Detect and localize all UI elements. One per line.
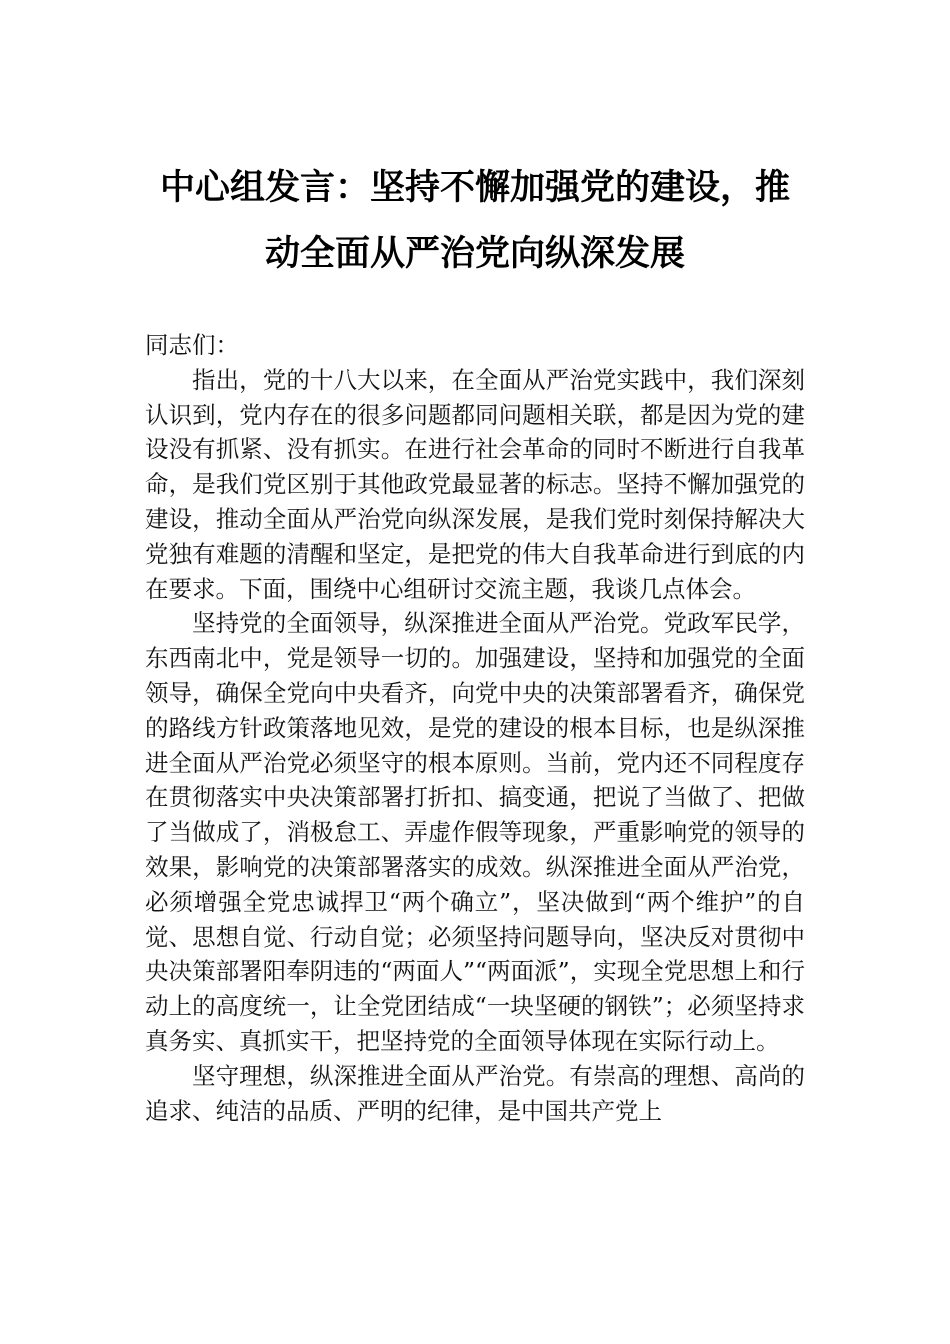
document-title [120,155,830,287]
title-line-2: 动全面从严治党向纵深发展 [264,233,685,274]
salutation: 同志们： [145,331,239,359]
document-body [145,328,805,1128]
paragraph-1: 指出，党的十八大以来，在全面从严治党实践中，我们深刻认识到，党内存在的很多问题都同问题相关联，都是因为党的建设没有抓紧、没有抓实。在进行社会革命的同时不断进行自我革命，是我们党区别于其他政党最显著的标志。坚持不懈加强党的建设，推动全面从严治党向纵深发展，是我们党时刻保持解决大党独有难题的清醒和坚定，是把党的伟大自我革命进行到底的内在要求。下面，围绕中心组研讨交流主题，我谈几点体会。 [145,365,805,603]
title-line-1: 中心组发言：坚持不懈加强党的建设，推 [159,167,790,208]
paragraph-2: 坚持党的全面领导，纵深推进全面从严治党。党政军民学，东西南北中，党是领导一切的。加强建设，坚持和加强党的全面领导，确保全党向中央看齐，向党中央的决策部署看齐，确保党的路线方针政策落地见效，是党的建设的根本目标，也是纵深推进全面从严治党必须坚守的根本原则。当前，党内还不同程度存在贯彻落实中央决策部署打折扣、搞变通，把说了当做了、把做了当做成了，消极怠工、弄虚作假等现象，严重影响党的领导的效果，影响党的决策部署落实的成效。纵深推进全面从严治党，必须增强全党忠诚捍卫“两个确立”，坚决做到“两个维护”的自觉、思想自觉、行动自觉；必须坚持问题导向，坚决反对贯彻中央决策部署阳奉阴违的“两面人”“两面派”，实现全党思想上和行动上的高度统一，让全党团结成“一块坚硬的钢铁”；必须坚持求真务实、真抓实干，把坚持党的全面领导体现在实际行动上。 [145,609,805,1055]
paragraph-3: 坚守理想，纵深推进全面从严治党。有崇高的理想、高尚的追求、纯洁的品质、严明的纪律，是中国共产党上 [145,1061,805,1125]
